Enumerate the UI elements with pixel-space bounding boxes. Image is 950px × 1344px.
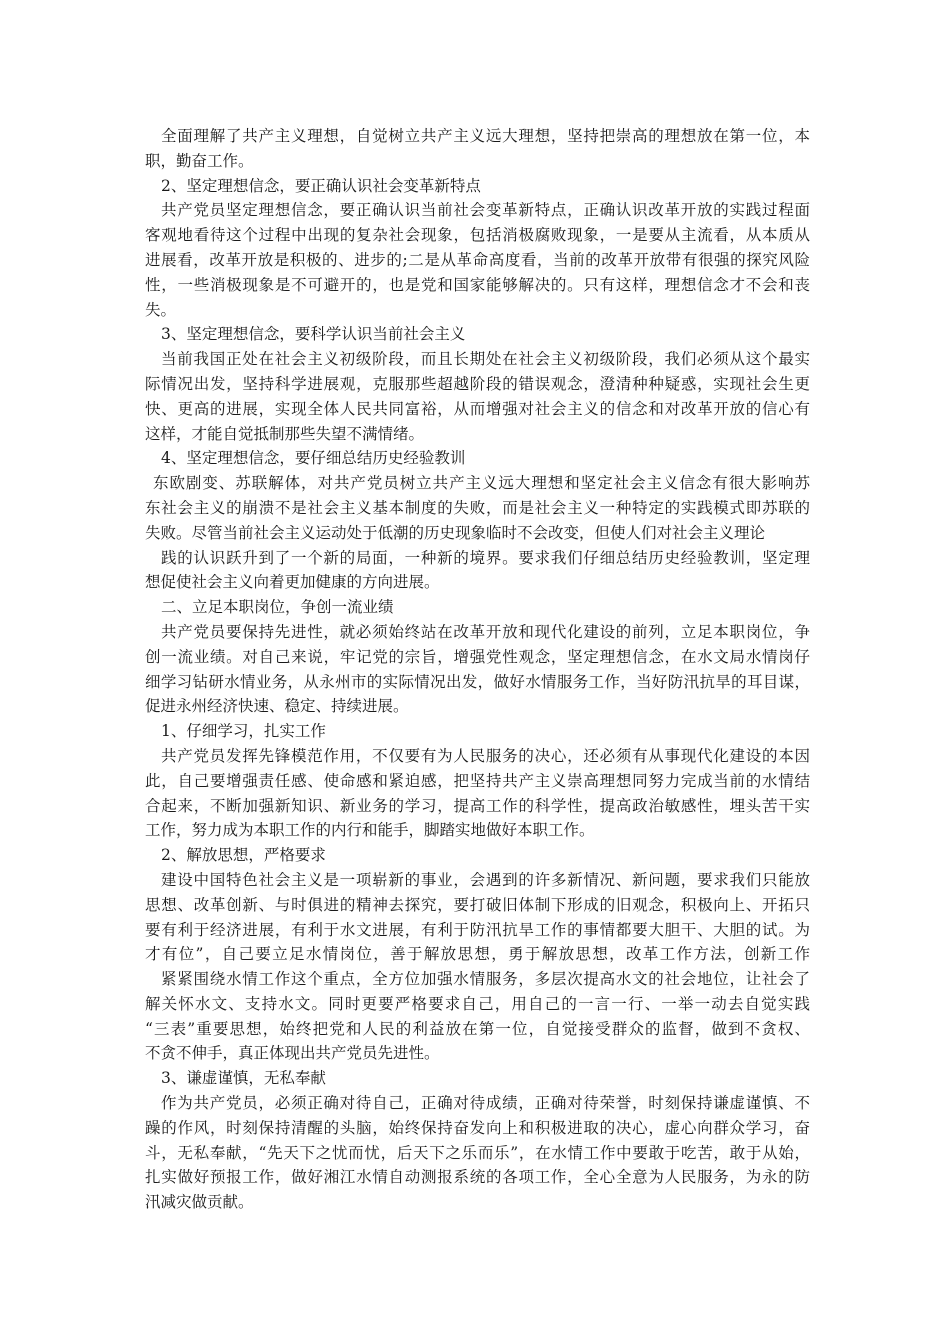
text-line: 不贪不伸手，真正体现出共产党员先进性。 (145, 1044, 440, 1063)
text-line: 进展看，改革开放是积极的、进步的;二是从革命高度看，当前的改革开放带有很强的探究风险 (145, 250, 810, 269)
text-line: 二、立足本职岗位，争创一流业绩 (161, 598, 394, 617)
text-line: 共产党员发挥先锋模范作用，不仅要有为人民服务的决心，还必须有从事现代化建设的本因 (161, 746, 810, 765)
text-line: 作为共产党员，必须正确对待自己，正确对待成绩，正确对待荣誉，时刻保持谦虚谨慎、不 (161, 1094, 810, 1113)
text-line: 想促使社会主义向着更加健康的方向进展。 (145, 573, 440, 592)
text-line: 际情况出发，坚持科学进展观，克服那些超越阶段的错误观念，澄清种种疑惑，实现社会生更 (145, 374, 810, 393)
text-line: 这样，才能自觉抵制那些失望不满情绪。 (145, 424, 425, 443)
text-line: 创一流业绩。对自己来说，牢记党的宗旨，增强党性观念，坚定理想信念，在水文局水情岗仔 (145, 647, 810, 666)
text-line: 思想、改革创新、与时俱进的精神去探究，要打破旧体制下形成的旧观念，积极向上、开拓只 (145, 895, 810, 914)
text-line: 当前我国正处在社会主义初级阶段，而且长期处在社会主义初级阶段，我们必须从这个最实 (161, 350, 810, 369)
text-line: 此，自己要增强责任感、使命感和紧迫感，把坚持共产主义崇高理想同努力完成当前的水情结 (145, 771, 810, 790)
text-line: 汛减灾做贡献。 (145, 1193, 254, 1212)
text-line: 3、坚定理想信念，要科学认识当前社会主义 (161, 325, 466, 344)
text-line: 性，一些消极现象是不可避开的，也是党和国家能够解决的。只有这样，理想信念才不会和丧 (145, 275, 810, 294)
text-line: 合起来，不断加强新知识、新业务的学习，提高工作的科学性，提高政治敏感性，埋头苦干实 (145, 796, 810, 815)
text-line: 东社会主义的崩溃不是社会主义基本制度的失败，而是社会主义一种特定的实践模式即苏联的 (145, 498, 810, 517)
text-line: 失。 (145, 300, 177, 319)
text-line: 东欧剧变、苏联解体，对共产党员树立共产主义远大理想和坚定社会主义信念有很大影响苏 (153, 474, 810, 493)
text-line: 共产党员坚定理想信念，要正确认识当前社会变革新特点，正确认识改革开放的实践过程面 (161, 201, 810, 220)
text-line: 践的认识跃升到了一个新的局面，一种新的境界。要求我们仔细总结历史经验教训，坚定理 (161, 548, 810, 567)
text-line: 4、坚定理想信念，要仔细总结历史经验教训 (161, 449, 466, 468)
text-line: 共产党员要保持先进性，就必须始终站在改革开放和现代化建设的前列，立足本职岗位，争 (161, 622, 810, 641)
text-line: 1、仔细学习，扎实工作 (161, 722, 326, 741)
text-line: 解关怀水文、支持水文。同时更要严格要求自己，用自己的一言一行、一举一动去自觉实践 (145, 994, 810, 1013)
text-line: 快、更高的进展，实现全体人民共同富裕，从而增强对社会主义的信念和对改革开放的信心有 (145, 399, 810, 418)
text-line: “三表”重要思想，始终把党和人民的利益放在第一位，自觉接受群众的监督，做到不贪权、 (145, 1019, 810, 1038)
text-line: 2、解放思想，严格要求 (161, 846, 326, 865)
text-line: 促进永州经济快速、稳定、持续进展。 (145, 697, 409, 716)
text-line: 紧紧围绕水情工作这个重点，全方位加强水情服务，多层次提高水文的社会地位，让社会了 (161, 970, 810, 989)
text-line: 工作，努力成为本职工作的内行和能手，脚踏实地做好本职工作。 (145, 821, 595, 840)
text-line: 扎实做好预报工作，做好湘江水情自动测报系统的各项工作，全心全意为人民服务，为永的防 (145, 1168, 810, 1187)
text-line: 3、谦虚谨慎，无私奉献 (161, 1069, 326, 1088)
text-line: 失败。尽管当前社会主义运动处于低潮的历史现象临时不会改变，但使人们对社会主义理论 (145, 523, 766, 542)
text-line: 职，勤奋工作。 (145, 151, 254, 170)
text-line: 建设中国特色社会主义是一项崭新的事业，会遇到的许多新情况、新问题，要求我们只能放 (161, 870, 810, 889)
text-line: 客观地看待这个过程中出现的复杂社会现象，包括消极腐败现象，一是要从主流看，从本质从 (145, 226, 810, 245)
text-line: 全面理解了共产主义理想，自觉树立共产主义远大理想，坚持把崇高的理想放在第一位，本 (161, 127, 810, 145)
text-line: 躁的作风，时刻保持清醒的头脑，始终保持奋发向上和积极进取的决心，虚心向群众学习，奋 (145, 1118, 810, 1137)
text-line: 2、坚定理想信念，要正确认识社会变革新特点 (161, 176, 481, 195)
text-line: 细学习钻研水情业务，从永州市的实际情况出发，做好水情服务工作，当好防汛抗旱的耳目谋， (145, 672, 810, 691)
document-body (145, 124, 810, 1215)
text-line: 才有位”，自己要立足水情岗位，善于解放思想，勇于解放思想，改革工作方法，创新工作 (145, 945, 810, 964)
text-line: 斗，无私奉献，“先天下之忧而忧，后天下之乐而乐”，在水情工作中要敢于吃苦，敢于从始， (145, 1143, 810, 1162)
text-line: 要有利于经济进展，有利于水文进展，有利于防汛抗旱工作的事情都要大胆干、大胆的试。为 (145, 920, 810, 939)
